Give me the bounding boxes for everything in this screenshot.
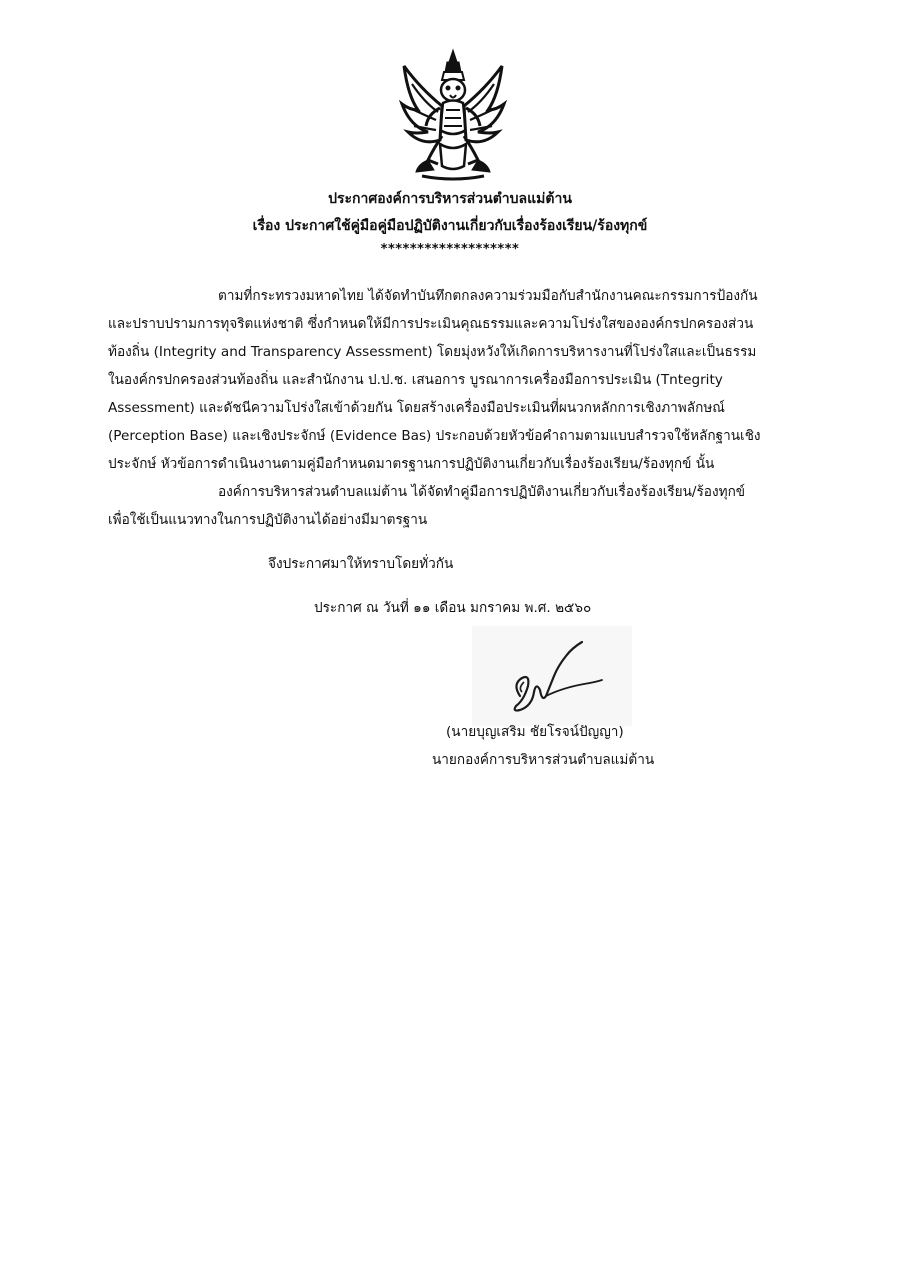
title-separator: ******************* bbox=[380, 242, 520, 257]
body-line-1: ตามที่กระทรวงมหาดไทย ได้จัดทำบันทึกตกลงความร่วมมือกับสำนักงานคณะกรรมการป้องกัน bbox=[218, 288, 758, 304]
signer-position: นายกองค์การบริหารส่วนตำบลแม่ต้าน bbox=[432, 752, 655, 768]
signature-icon bbox=[472, 626, 632, 726]
body-line-3: ท้องถิ่น (Integrity and Transparency Assessment) โดยมุ่งหวังให้เกิดการบริหารงานที่โปร่งใสและเป็นธรรม bbox=[108, 344, 757, 360]
signer-name: (นายบุญเสริม ชัยโรจน์ปัญญา) bbox=[446, 724, 624, 740]
garuda-emblem-icon bbox=[398, 48, 508, 183]
body-line-6: (Perception Base) และเชิงประจักษ์ (Evidence Bas) ประกอบด้วยหัวข้อคำถามตามแบบสำรวจใช้หลักฐานเชิง bbox=[108, 428, 761, 444]
announce-line: จึงประกาศมาให้ทราบโดยทั่วกัน bbox=[268, 556, 454, 572]
announce-date: ประกาศ ณ วันที่ ๑๑ เดือน มกราคม พ.ศ. ๒๕๖๐ bbox=[314, 600, 592, 616]
announcement-subject: เรื่อง ประกาศใช้คู่มือคู่มือปฏิบัติงานเกี่ยวกับเรื่องร้องเรียน/ร้องทุกข์ bbox=[252, 218, 648, 234]
body-line-4: ในองค์กรปกครองส่วนท้องถิ่น และสำนักงาน ป.ป.ช. เสนอการ บูรณาการเครื่องมือการประเมิน (Tntegrity bbox=[108, 372, 723, 388]
announcement-title: ประกาศองค์การบริหารส่วนตำบลแม่ต้าน bbox=[328, 191, 572, 207]
body-line-9: เพื่อใช้เป็นแนวทางในการปฏิบัติงานได้อย่างมีมาตรฐาน bbox=[108, 512, 428, 528]
body-line-7: ประจักษ์ หัวข้อการดำเนินงานตามคู่มือกำหนดมาตรฐานการปฏิบัติงานเกี่ยวกับเรื่องร้องเรียน/ร้องทุกข์ นั้น bbox=[108, 456, 715, 472]
body-line-2: และปราบปรามการทุจริตแห่งชาติ ซึ่งกำหนดให้มีการประเมินคุณธรรมและความโปร่งใสขององค์กรปกครองส่วน bbox=[108, 316, 754, 332]
body-line-8: องค์การบริหารส่วนตำบลแม่ต้าน ได้จัดทำคู่มือการปฏิบัติงานเกี่ยวกับเรื่องร้องเรียน/ร้องทุกข์ bbox=[218, 484, 746, 500]
body-line-5: Assessment) และดัชนีความโปร่งใสเข้าด้วยกัน โดยสร้างเครื่องมือประเมินที่ผนวกหลักการเชิงภาพลักษณ์ bbox=[108, 400, 725, 416]
